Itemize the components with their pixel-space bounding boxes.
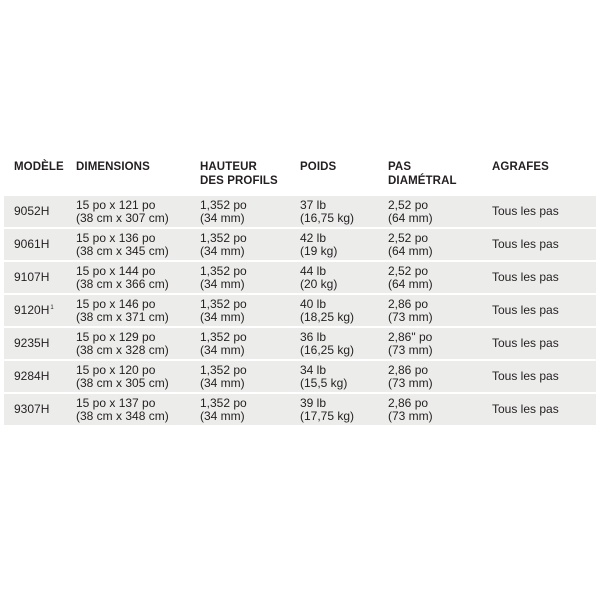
header-pas: [388, 160, 492, 188]
dimensions-metric: (38 cm x 328 cm): [76, 342, 169, 357]
dimensions-metric: (38 cm x 371 cm): [76, 309, 169, 324]
pas-metric: (64 mm): [388, 243, 433, 258]
agrafes-cell: [492, 370, 596, 383]
model-value: 9052H: [14, 204, 50, 219]
table-row: [4, 394, 596, 425]
hauteur-imperial: 1,352 po: [200, 363, 247, 377]
model-cell: [4, 337, 76, 350]
header-hauteur-line2: DES PROFILS: [200, 175, 278, 187]
poids-imperial: 36 lb: [300, 330, 327, 344]
dimensions-imperial: 15 po x 121 po: [76, 198, 156, 212]
spec-table: [4, 158, 596, 427]
pas-metric: (64 mm): [388, 276, 433, 291]
hauteur-metric: (34 mm): [200, 309, 245, 324]
dimensions-metric: (38 cm x 345 cm): [76, 243, 169, 258]
poids-imperial: 39 lb: [300, 396, 327, 410]
agrafes-cell: [492, 271, 596, 284]
poids-cell: [300, 397, 388, 422]
hauteur-imperial: 1,352 po: [200, 330, 247, 344]
agrafes-cell: [492, 238, 596, 251]
hauteur-cell: [200, 397, 300, 422]
model-value: 9284H: [14, 369, 50, 384]
agrafes-value: Tous les pas: [492, 237, 559, 252]
table-row: [4, 328, 596, 359]
table-row: [4, 262, 596, 293]
dimensions-cell: [76, 364, 200, 389]
header-model-label: MODÈLE: [14, 161, 64, 173]
agrafes-value: Tous les pas: [492, 270, 559, 285]
table-row: [4, 361, 596, 392]
hauteur-imperial: 1,352 po: [200, 231, 247, 245]
dimensions-metric: (38 cm x 307 cm): [76, 210, 169, 225]
header-dimensions-label: DIMENSIONS: [76, 161, 150, 173]
dimensions-cell: [76, 397, 200, 422]
table-header-row: [4, 158, 596, 196]
model-value: 9107H: [14, 270, 50, 285]
poids-imperial: 37 lb: [300, 198, 327, 212]
model-cell: [4, 304, 76, 317]
poids-cell: [300, 232, 388, 257]
header-poids: [300, 160, 388, 174]
dimensions-cell: [76, 265, 200, 290]
model-cell: [4, 271, 76, 284]
poids-cell: [300, 298, 388, 323]
header-hauteur-line1: HAUTEUR: [200, 161, 257, 173]
poids-imperial: 34 lb: [300, 363, 327, 377]
model-value: 9120H: [14, 303, 50, 318]
pas-metric: (73 mm): [388, 375, 433, 390]
dimensions-metric: (38 cm x 366 cm): [76, 276, 169, 291]
hauteur-cell: [200, 232, 300, 257]
dimensions-cell: [76, 331, 200, 356]
header-agrafes: [492, 160, 596, 174]
hauteur-imperial: 1,352 po: [200, 264, 247, 278]
agrafes-cell: [492, 403, 596, 416]
dimensions-cell: [76, 298, 200, 323]
poids-metric: (19 kg): [300, 243, 338, 258]
dimensions-imperial: 15 po x 136 po: [76, 231, 156, 245]
pas-metric: (64 mm): [388, 210, 433, 225]
pas-cell: [388, 265, 492, 290]
pas-imperial: 2,52 po: [388, 231, 429, 245]
agrafes-cell: [492, 205, 596, 218]
poids-metric: (17,75 kg): [300, 408, 355, 423]
hauteur-cell: [200, 331, 300, 356]
hauteur-metric: (34 mm): [200, 210, 245, 225]
table-row: [4, 295, 596, 326]
agrafes-value: Tous les pas: [492, 303, 559, 318]
pas-cell: [388, 331, 492, 356]
agrafes-cell: [492, 337, 596, 350]
poids-imperial: 42 lb: [300, 231, 327, 245]
dimensions-metric: (38 cm x 348 cm): [76, 408, 169, 423]
hauteur-metric: (34 mm): [200, 276, 245, 291]
model-cell: [4, 403, 76, 416]
hauteur-metric: (34 mm): [200, 408, 245, 423]
poids-metric: (18,25 kg): [300, 309, 355, 324]
pas-metric: (73 mm): [388, 408, 433, 423]
pas-imperial: 2,86" po: [388, 330, 433, 344]
header-poids-label: POIDS: [300, 161, 337, 173]
hauteur-imperial: 1,352 po: [200, 396, 247, 410]
hauteur-metric: (34 mm): [200, 342, 245, 357]
pas-imperial: 2,86 po: [388, 363, 429, 377]
model-cell: [4, 205, 76, 218]
poids-metric: (16,75 kg): [300, 210, 355, 225]
dimensions-imperial: 15 po x 129 po: [76, 330, 156, 344]
header-hauteur: [200, 160, 300, 188]
header-dimensions: [76, 160, 200, 174]
dimensions-imperial: 15 po x 144 po: [76, 264, 156, 278]
pas-metric: (73 mm): [388, 309, 433, 324]
poids-cell: [300, 199, 388, 224]
model-cell: [4, 238, 76, 251]
poids-cell: [300, 265, 388, 290]
header-model: [4, 160, 76, 174]
agrafes-cell: [492, 304, 596, 317]
dimensions-cell: [76, 199, 200, 224]
header-agrafes-label: AGRAFES: [492, 161, 549, 173]
table-row: [4, 196, 596, 227]
hauteur-imperial: 1,352 po: [200, 297, 247, 311]
poids-imperial: 40 lb: [300, 297, 327, 311]
hauteur-metric: (34 mm): [200, 375, 245, 390]
agrafes-value: Tous les pas: [492, 204, 559, 219]
hauteur-cell: [200, 298, 300, 323]
hauteur-imperial: 1,352 po: [200, 198, 247, 212]
pas-imperial: 2,86 po: [388, 297, 429, 311]
pas-cell: [388, 232, 492, 257]
poids-metric: (15,5 kg): [300, 375, 348, 390]
pas-cell: [388, 397, 492, 422]
model-value: 9235H: [14, 336, 50, 351]
dimensions-cell: [76, 232, 200, 257]
poids-metric: (16,25 kg): [300, 342, 355, 357]
poids-imperial: 44 lb: [300, 264, 327, 278]
hauteur-cell: [200, 199, 300, 224]
pas-cell: [388, 298, 492, 323]
agrafes-value: Tous les pas: [492, 336, 559, 351]
hauteur-cell: [200, 364, 300, 389]
dimensions-imperial: 15 po x 120 po: [76, 363, 156, 377]
pas-imperial: 2,86 po: [388, 396, 429, 410]
agrafes-value: Tous les pas: [492, 369, 559, 384]
poids-metric: (20 kg): [300, 276, 338, 291]
poids-cell: [300, 364, 388, 389]
footnote-marker: 1: [50, 305, 54, 312]
table-body: [4, 196, 596, 425]
dimensions-metric: (38 cm x 305 cm): [76, 375, 169, 390]
pas-imperial: 2,52 po: [388, 264, 429, 278]
header-pas-line1: PAS: [388, 161, 412, 173]
poids-cell: [300, 331, 388, 356]
pas-metric: (73 mm): [388, 342, 433, 357]
agrafes-value: Tous les pas: [492, 402, 559, 417]
model-cell: [4, 370, 76, 383]
model-value: 9061H: [14, 237, 50, 252]
pas-cell: [388, 199, 492, 224]
dimensions-imperial: 15 po x 146 po: [76, 297, 156, 311]
model-value: 9307H: [14, 402, 50, 417]
hauteur-metric: (34 mm): [200, 243, 245, 258]
table-row: [4, 229, 596, 260]
pas-imperial: 2,52 po: [388, 198, 429, 212]
hauteur-cell: [200, 265, 300, 290]
dimensions-imperial: 15 po x 137 po: [76, 396, 156, 410]
pas-cell: [388, 364, 492, 389]
header-pas-line2: DIAMÉTRAL: [388, 175, 457, 187]
